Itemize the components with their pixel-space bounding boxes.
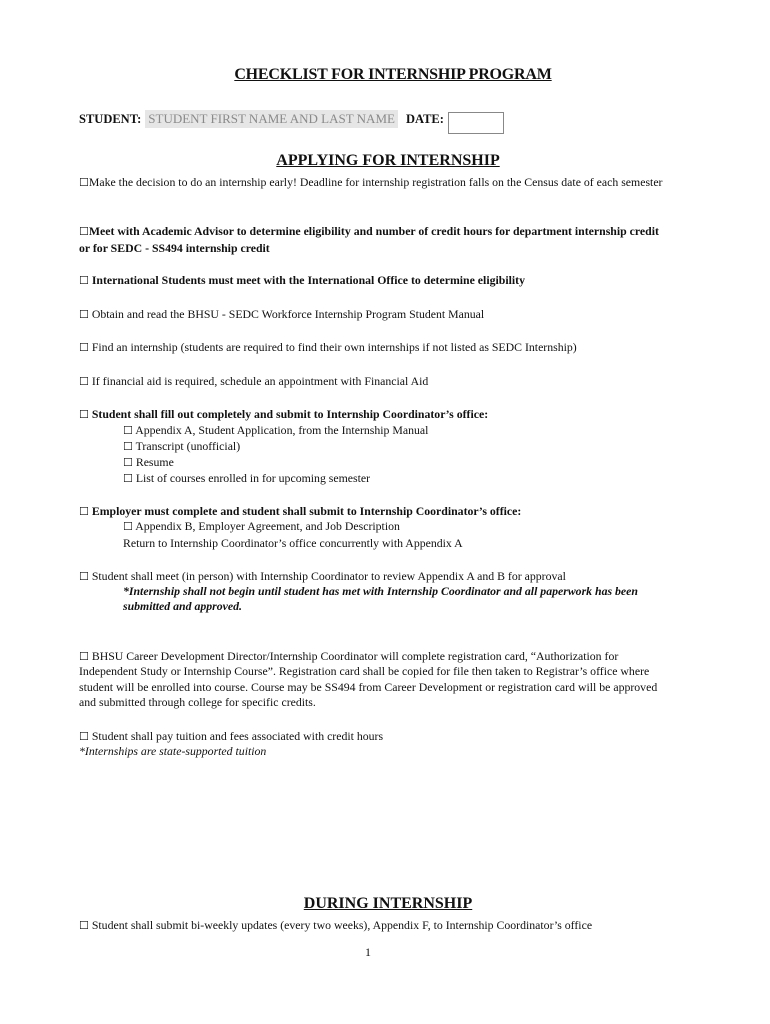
- checkbox-icon[interactable]: ☐: [79, 375, 89, 388]
- checkbox-icon[interactable]: ☐: [123, 456, 133, 469]
- checklist-item: ☐Make the decision to do an internship early! Deadline for internship registration falls on the Census date of each semester: [79, 175, 663, 189]
- checkbox-icon[interactable]: ☐: [79, 570, 89, 583]
- checkbox-icon[interactable]: ☐: [79, 919, 89, 932]
- checkbox-icon[interactable]: ☐: [79, 505, 89, 518]
- checklist-item: ☐ If financial aid is required, schedule an appointment with Financial Aid: [79, 374, 429, 388]
- section-heading-applying: APPLYING FOR INTERNSHIP: [276, 152, 500, 169]
- sub-item: ☐ Transcript (unofficial): [123, 439, 241, 453]
- checklist-item: ☐ Student shall pay tuition and fees associated with credit hours: [79, 729, 384, 743]
- sub-item: ☐ Appendix A, Student Application, from the Internship Manual: [123, 423, 429, 437]
- checkbox-icon[interactable]: ☐: [79, 341, 89, 354]
- checklist-item: ☐ International Students must meet with the International Office to determine eligibility: [79, 273, 525, 287]
- checkbox-icon[interactable]: ☐: [79, 176, 89, 189]
- page-title: CHECKLIST FOR INTERNSHIP PROGRAM: [234, 66, 552, 83]
- checkbox-icon[interactable]: ☐: [79, 408, 89, 421]
- checkbox-icon[interactable]: ☐: [123, 472, 133, 485]
- checkbox-icon[interactable]: ☐: [123, 440, 133, 453]
- section-heading-during: DURING INTERNSHIP: [303, 895, 473, 912]
- checkbox-icon[interactable]: ☐: [79, 650, 89, 663]
- checklist-item: ☐ Obtain and read the BHSU - SEDC Workforce Internship Program Student Manual: [79, 307, 485, 321]
- page-number: 1: [365, 945, 371, 959]
- checklist-item: ☐ Employer must complete and student shall submit to Internship Coordinator’s office:: [79, 504, 522, 518]
- student-label: STUDENT:: [79, 111, 142, 126]
- sub-item: ☐ Appendix B, Employer Agreement, and Job Description: [123, 519, 400, 533]
- checkbox-icon[interactable]: ☐: [79, 730, 89, 743]
- tuition-note: *Internships are state-supported tuition: [79, 744, 267, 758]
- student-name-field[interactable]: STUDENT FIRST NAME AND LAST NAME: [145, 110, 398, 128]
- checkbox-icon[interactable]: ☐: [123, 520, 133, 533]
- sub-note: Return to Internship Coordinator’s office concurrently with Appendix A: [123, 536, 463, 550]
- checklist-item: ☐Meet with Academic Advisor to determine eligibility and number of credit hours for department internship credit or for SEDC - SS494 internship credit: [79, 224, 659, 255]
- sub-item: ☐ List of courses enrolled in for upcoming semester: [123, 471, 371, 485]
- date-field[interactable]: [448, 112, 504, 134]
- checklist-item: ☐ BHSU Career Development Director/Internship Coordinator will complete registration card, “Authorization for Independent Study or Internship Course”. Registration card shall be copied for file then taken to Registrar’s office where student will be enrolled into course. Course may be SS494 from Career Development or registration card will be approved and submitted through college for specific credits.: [79, 649, 658, 709]
- checklist-item: ☐ Student shall meet (in person) with Internship Coordinator to review Appendix A and B for approval: [79, 569, 566, 583]
- checklist-item: ☐ Student shall fill out completely and submit to Internship Coordinator’s office:: [79, 407, 489, 421]
- sub-item: ☐ Resume: [123, 455, 174, 469]
- checkbox-icon[interactable]: ☐: [123, 424, 133, 437]
- warning-note: *Internship shall not begin until student has met with Internship Coordinator and all paperwork has been submitted and approved.: [123, 584, 638, 613]
- date-label: DATE:: [405, 111, 444, 126]
- checkbox-icon[interactable]: ☐: [79, 274, 89, 287]
- checklist-item: ☐ Find an internship (students are required to find their own internships if not listed as SEDC Internship): [79, 340, 577, 354]
- checkbox-icon[interactable]: ☐: [79, 225, 89, 238]
- checklist-item: ☐ Student shall submit bi-weekly updates (every two weeks), Appendix F, to Internship Coordinator’s office: [79, 918, 593, 932]
- student-row: [79, 104, 504, 134]
- checkbox-icon[interactable]: ☐: [79, 308, 89, 321]
